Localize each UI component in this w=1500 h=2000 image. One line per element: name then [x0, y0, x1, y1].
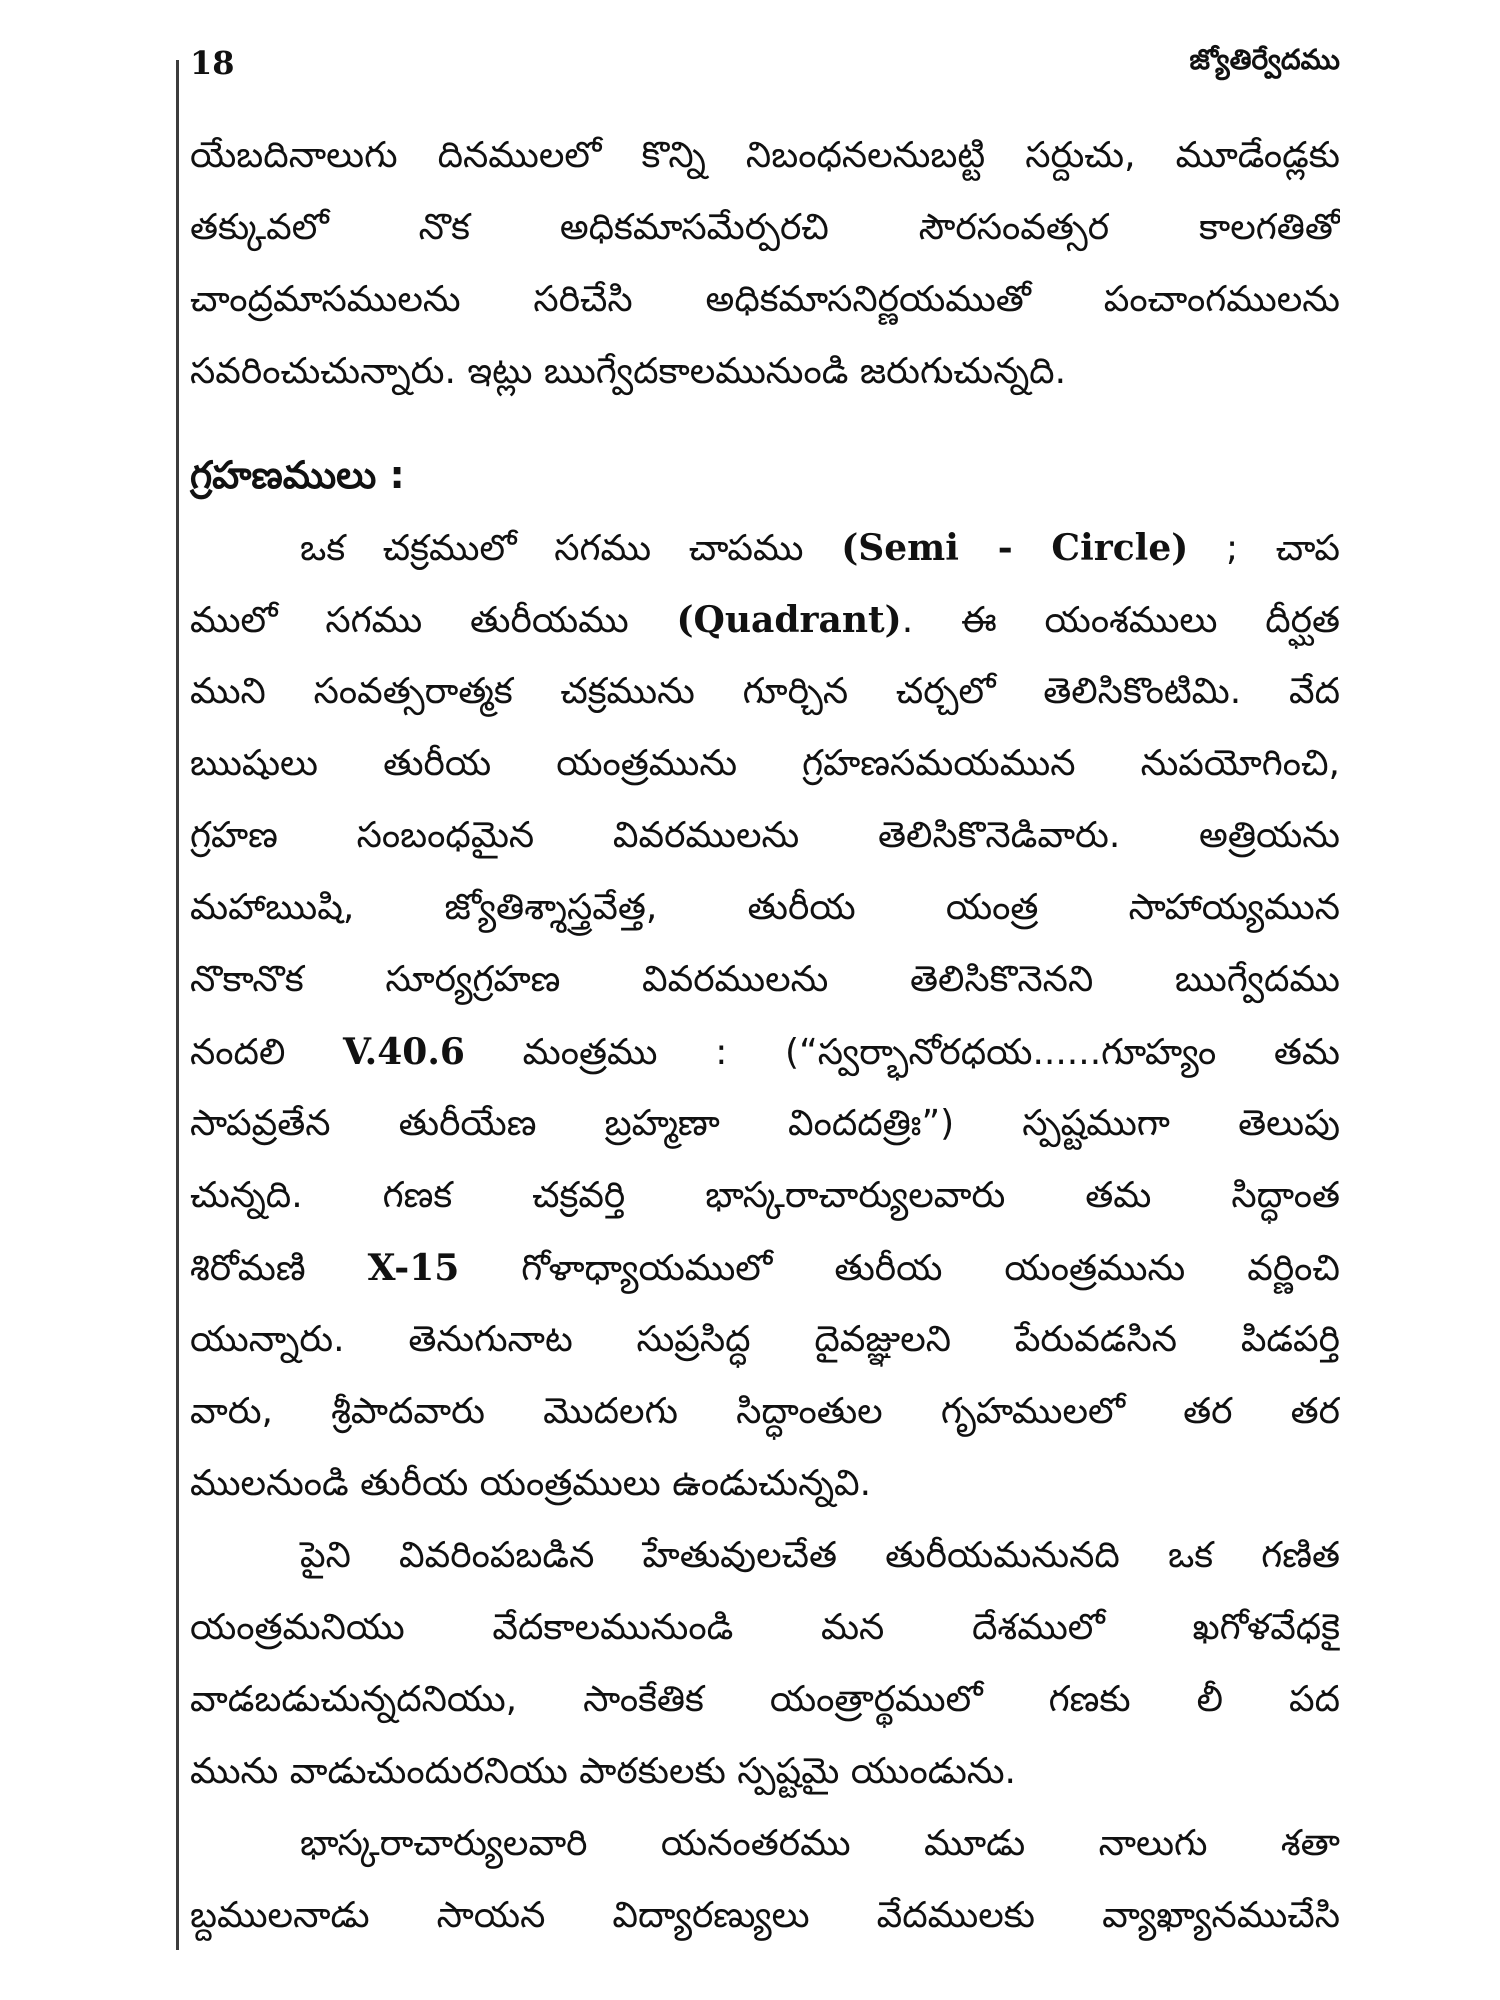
text-line	[190, 512, 1340, 584]
page-header	[190, 38, 1340, 88]
text-run: . ఈ యంశములు దీర్ఘత	[901, 600, 1340, 641]
section-heading: గ్రహణములు :	[190, 453, 405, 497]
left-margin-rule	[176, 60, 179, 1950]
text-line: ముని సంవత్సరాత్మక చక్రమును గూర్చిన చర్చలో తెలిసికొంటిమి. వేద	[190, 671, 1340, 712]
paragraph-gap	[190, 408, 1340, 438]
verse-reference: V.40.6	[343, 1031, 465, 1073]
text-line: భాస్కరాచార్యులవారి యనంతరము మూడు నాలుగు శతా	[300, 1823, 1340, 1864]
text-line: మును వాడుచుందురనియు పాఠకులకు స్పష్టమై యుండును.	[190, 1751, 1016, 1792]
body-text	[190, 120, 1340, 1952]
text-line: వాడబడుచున్నదనియు, సాంకేతిక యంత్రార్థములో గణకు లీ పద	[190, 1679, 1340, 1720]
english-term: (Semi - Circle)	[841, 527, 1189, 569]
running-head: జ్యోతిర్వేదము	[1189, 43, 1340, 76]
text-line: మహాఋషి, జ్యోతిశ్శాస్త్రవేత్త, తురీయ యంత్ర సాహాయ్యమున	[190, 887, 1340, 928]
text-line: వారు, శ్రీపాదవారు మొదలగు సిద్ధాంతుల గృహములలో తర తర	[190, 1391, 1340, 1432]
text-line: యేబదినాలుగు దినములలో కొన్ని నిబంధనలనుబట్టి సర్దుచు, మూడేండ్లకు	[190, 135, 1340, 176]
english-term: (Quadrant)	[676, 599, 902, 641]
text-line: ములనుండి తురీయ యంత్రములు ఉండుచున్నవి.	[190, 1463, 872, 1504]
text-line: యున్నారు. తెనుగునాట సుప్రసిద్ధ దైవజ్ఞులని పేరువడసిన పిడపర్తి	[190, 1319, 1340, 1360]
verse-reference: X-15	[367, 1247, 460, 1289]
text-line: చున్నది. గణక చక్రవర్తి భాస్కరాచార్యులవారు తమ సిద్ధాంత	[190, 1175, 1340, 1216]
text-line: సవరించుచున్నారు. ఇట్లు ఋగ్వేదకాలమునుండి జరుగుచున్నది.	[190, 351, 1067, 392]
text-line: సాపవ్రతేన తురీయేణ బ్రహ్మణా విందదత్రిః”) స్పష్టముగా తెలుపు	[190, 1103, 1340, 1144]
text-line: యంత్రమనియు వేదకాలమునుండి మన దేశములో ఖగోళవేధకై	[190, 1607, 1340, 1648]
text-run: శిరోమణి	[190, 1248, 368, 1289]
text-line	[190, 1016, 1340, 1088]
text-run: గోళాధ్యాయములో తురీయ యంత్రమును వర్ణించి	[459, 1248, 1340, 1289]
text-line: ఋషులు తురీయ యంత్రమును గ్రహణసమయమున నుపయోగించి,	[190, 743, 1340, 784]
text-run: ములో సగము తురీయము	[190, 600, 677, 641]
text-line: గ్రహణ సంబంధమైన వివరములను తెలిసికొనెడివారు. అత్రియను	[190, 815, 1340, 856]
text-line	[190, 584, 1340, 656]
text-line	[190, 1232, 1340, 1304]
page-number: 18	[190, 44, 235, 82]
text-run: ; చాప	[1188, 528, 1340, 569]
text-line: చాంద్రమాసములను సరిచేసి అధికమాసనిర్ణయముతో పంచాంగములను	[190, 279, 1340, 320]
text-line: నొకానొక సూర్యగ్రహణ వివరములను తెలిసికొనెనని ఋగ్వేదము	[190, 959, 1340, 1000]
text-run: ఒక చక్రములో సగము చాపము	[300, 528, 842, 569]
text-run: నందలి	[190, 1032, 344, 1073]
text-line: బ్దములనాడు సాయన విద్యారణ్యులు వేదములకు వ్యాఖ్యానముచేసి	[190, 1895, 1340, 1936]
text-run: మంత్రము : (“స్వర్భానోరధయ......గూహ్యం తమ	[464, 1032, 1340, 1073]
text-line: తక్కువలో నొక అధికమాసమేర్పరచి సౌరసంవత్సర కాలగతితో	[190, 207, 1340, 248]
text-line: పైని వివరింపబడిన హేతువులచేత తురీయమనునది ఒక గణిత	[300, 1535, 1340, 1576]
